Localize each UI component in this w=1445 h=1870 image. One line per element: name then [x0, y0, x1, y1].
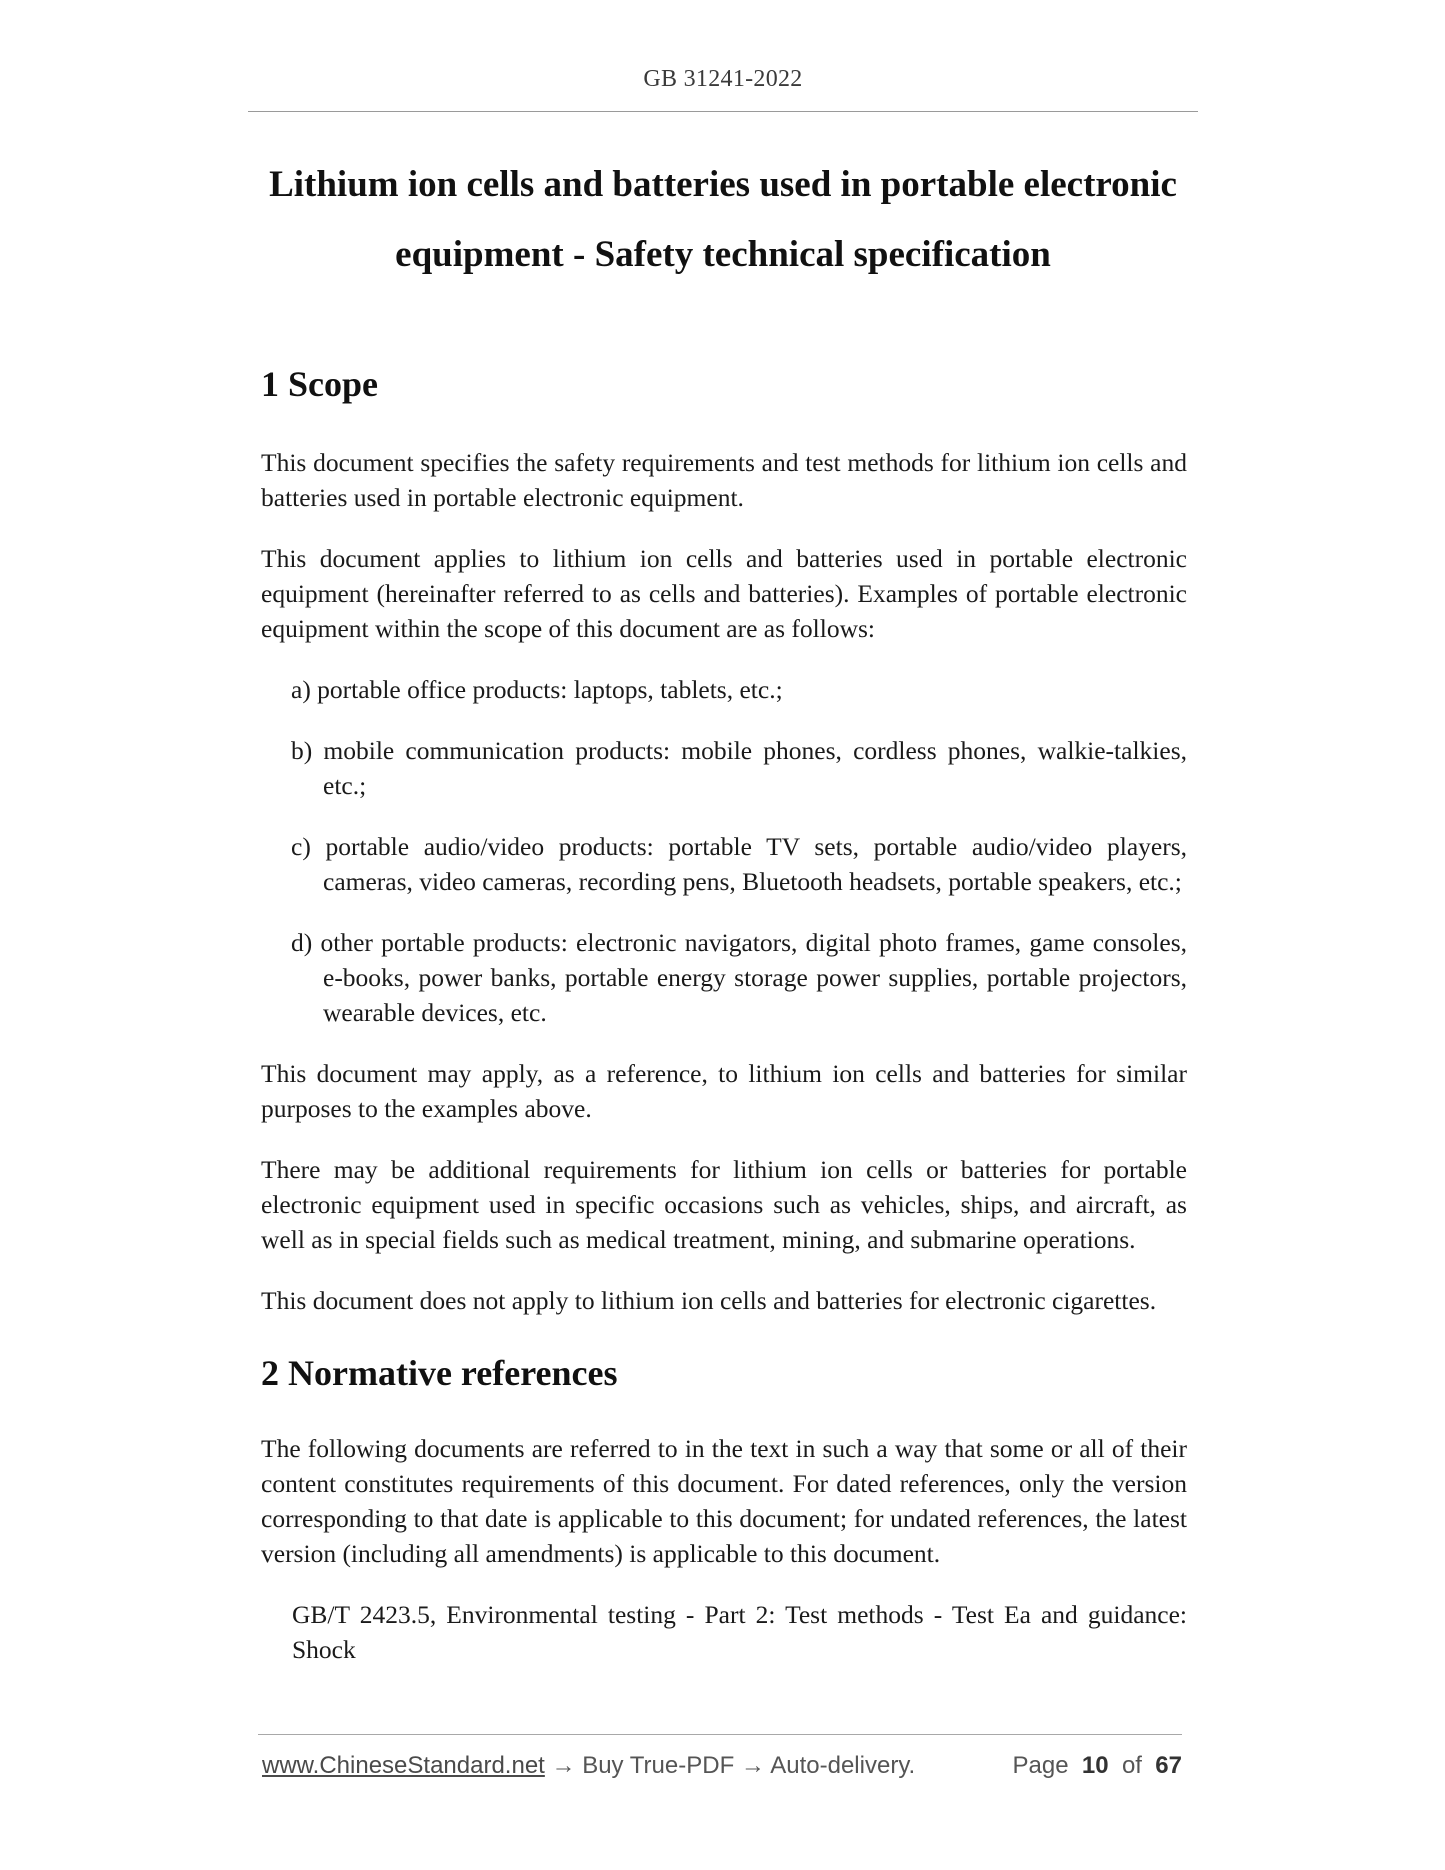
references-paragraph: The following documents are referred to in the text in such a way that some or all of their content constitutes requirements of this document. For dated references, only the version corresponding to that date is applicable to this document; for undated references, the latest version (including all amendments) is applicable to this document. — [261, 1434, 1187, 1568]
scope-paragraph-5: This document does not apply to lithium ion cells and batteries for electronic cigarettes. — [261, 1286, 1157, 1315]
section-1-heading: 1 Scope — [261, 364, 378, 404]
scope-paragraph-2: This document applies to lithium ion cells and batteries used in portable electronic equipment (hereinafter referred to as cells and batteries). Examples of portable electronic equipment within the scope of this document are as follows: — [261, 544, 1187, 643]
document-code-header: GB 31241-2022 — [643, 66, 803, 92]
page-footer — [262, 1752, 1182, 1780]
auto-delivery-text: Auto-delivery. — [770, 1752, 916, 1779]
list-item-c: c) portable audio/video products: portable TV sets, portable audio/video players, cameras, video cameras, recording pens, Bluetooth headsets, portable speakers, etc.; — [291, 832, 1187, 896]
scope-paragraph-1: This document specifies the safety requirements and test methods for lithium ion cells and batteries used in portable electronic equipment. — [261, 448, 1187, 512]
arrow-right-icon: → — [551, 1752, 576, 1779]
chinesestandard-link[interactable]: www.ChineseStandard.net — [262, 1752, 545, 1779]
section-2-heading: 2 Normative references — [261, 1353, 618, 1393]
list-item-b: b) mobile communication products: mobile phones, cordless phones, walkie-talkies, etc.; — [291, 736, 1187, 800]
scope-paragraph-3: This document may apply, as a reference, to lithium ion cells and batteries for similar purposes to the examples above. — [261, 1059, 1187, 1123]
buy-true-pdf-text: Buy True-PDF — [582, 1752, 735, 1779]
page-current: 10 — [1081, 1752, 1109, 1779]
title-line-2: equipment - Safety technical specification — [395, 234, 1051, 275]
arrow-right-icon: → — [740, 1752, 765, 1779]
header-divider — [248, 111, 1198, 112]
page-label: Page — [1012, 1752, 1069, 1779]
list-item-d: d) other portable products: electronic navigators, digital photo frames, game consoles, e-books, power banks, portable energy storage power supplies, portable projectors, wearable devices, etc. — [291, 928, 1187, 1027]
document-title — [248, 150, 1198, 290]
document-body — [261, 358, 1187, 1667]
page-total: 67 — [1155, 1752, 1182, 1779]
title-line-1: Lithium ion cells and batteries used in portable electronic — [269, 164, 1177, 205]
reference-item: GB/T 2423.5, Environmental testing - Part 2: Test methods - Test Ea and guidance: Shock — [292, 1600, 1187, 1664]
page-indicator — [1012, 1752, 1182, 1780]
footer-divider — [258, 1734, 1182, 1735]
list-item-a: a) portable office products: laptops, tablets, etc.; — [291, 675, 783, 704]
page-of-label: of — [1121, 1752, 1142, 1779]
scope-paragraph-4: There may be additional requirements for lithium ion cells or batteries for portable electronic equipment used in specific occasions such as vehicles, ships, and aircraft, as well as in special fields such as medical treatment, mining, and submarine operations. — [261, 1155, 1187, 1254]
